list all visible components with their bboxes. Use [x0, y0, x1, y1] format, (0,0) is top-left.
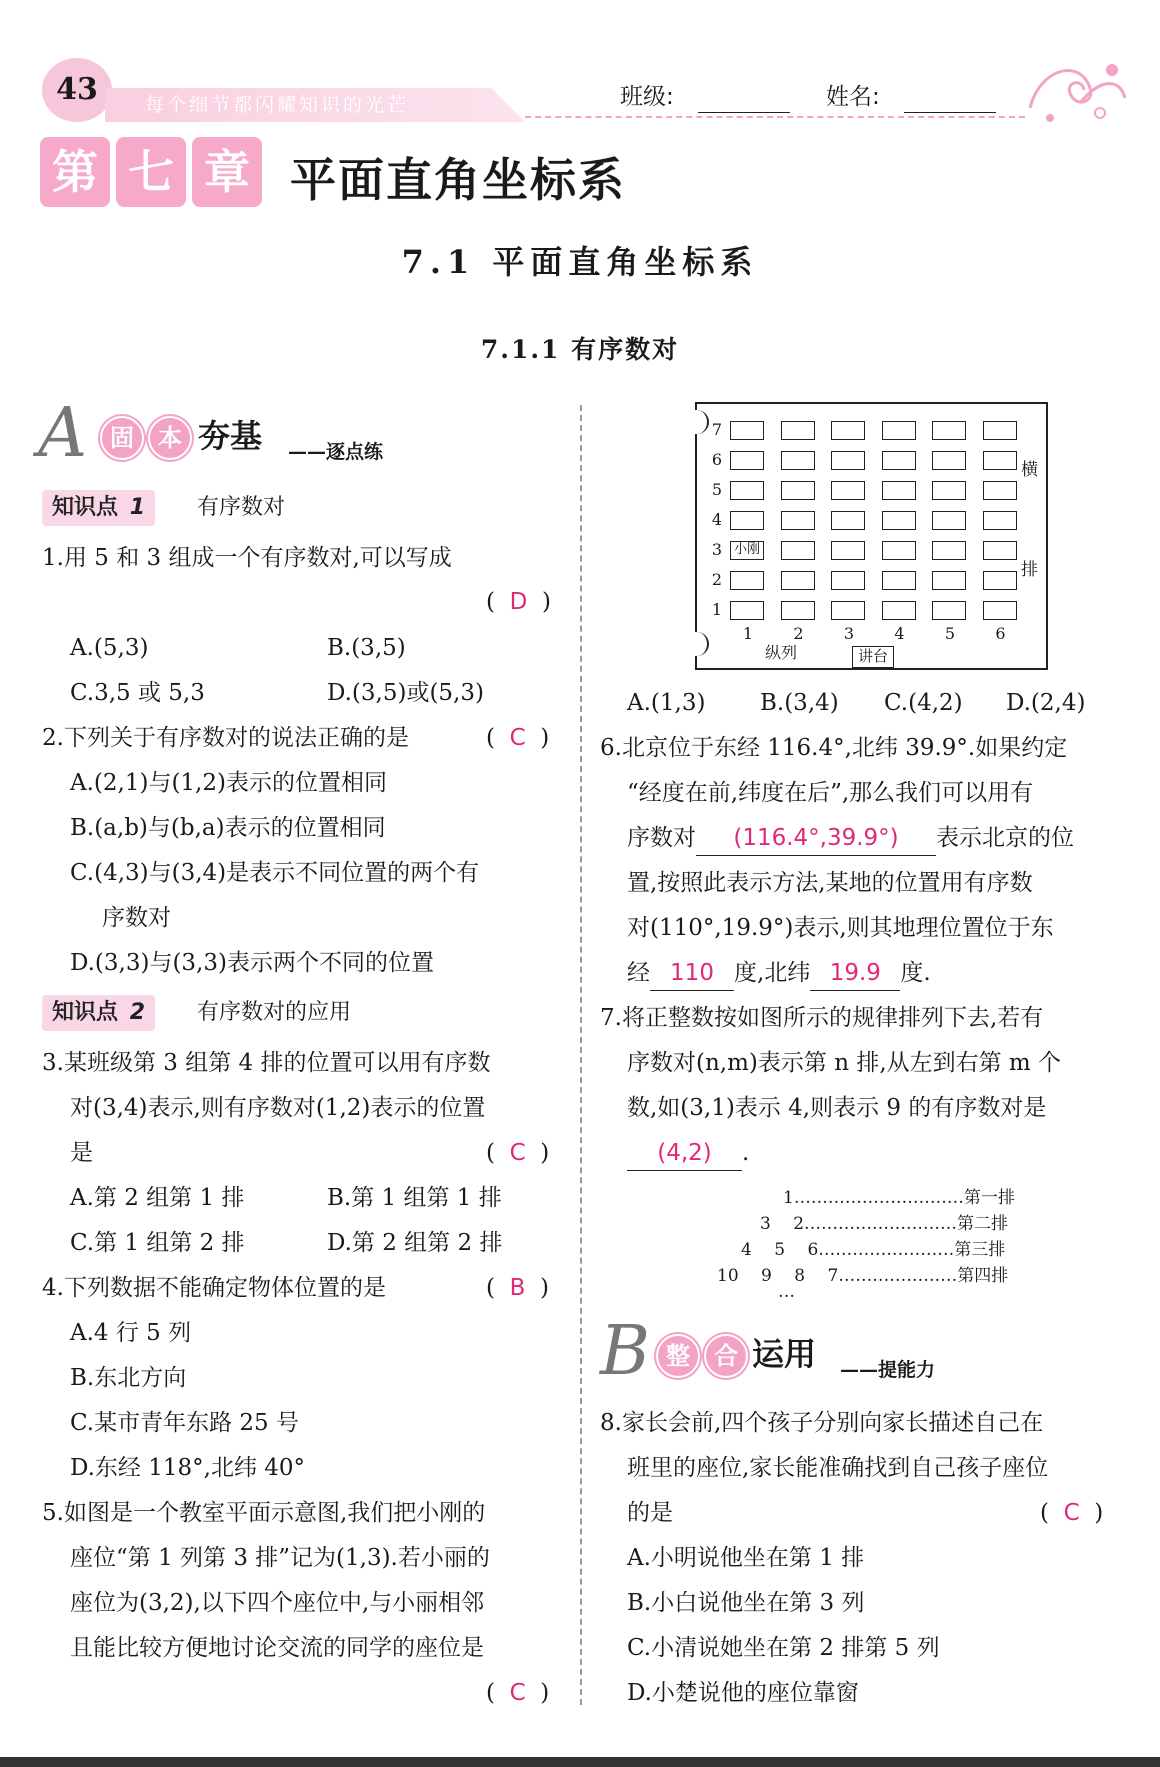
seat	[882, 541, 916, 560]
q8-option: D.小楚说他的座位靠窗	[627, 1680, 859, 1706]
seat	[882, 571, 916, 590]
q6-line: 对(110°,19.9°)表示,则其地理位置位于东	[627, 915, 1054, 941]
chapter-label-char: 章	[192, 137, 262, 207]
seat	[932, 451, 966, 470]
q6-line	[627, 816, 1074, 861]
q5-option: A.(1,3)	[627, 690, 706, 716]
row-number: 7	[711, 420, 723, 439]
seat	[831, 481, 865, 500]
seat	[882, 451, 916, 470]
q3-stem: 是	[70, 1140, 93, 1166]
seat	[983, 541, 1017, 560]
q6-line	[627, 951, 931, 996]
row-number: 3	[711, 540, 723, 559]
part-a-circle: 固	[100, 416, 144, 460]
seat	[730, 451, 764, 470]
q1-option: D.(3,5)或(5,3)	[327, 680, 484, 706]
class-field[interactable]	[698, 112, 790, 113]
seat	[932, 571, 966, 590]
side-label-pai: 排	[1021, 560, 1038, 580]
paren: )	[540, 1275, 549, 1301]
seat	[831, 601, 865, 620]
q2-option: A.(2,1)与(1,2)表示的位置相同	[70, 770, 387, 796]
seat	[781, 601, 815, 620]
paren: )	[1094, 1500, 1104, 1526]
q8-answer-bracket	[1040, 1491, 1103, 1536]
q7-text: .	[742, 1140, 750, 1166]
name-field[interactable]	[904, 112, 996, 113]
col-number: 5	[944, 624, 956, 643]
q3-answer-bracket	[486, 1131, 549, 1176]
q1-answer-bracket	[486, 580, 551, 625]
row-number: 4	[711, 510, 723, 529]
triangle-dots: …	[778, 1282, 795, 1302]
seat	[831, 571, 865, 590]
q3-option: C.第 1 组第 2 排	[70, 1230, 245, 1256]
part-b-heading	[600, 1312, 1020, 1391]
seat	[781, 481, 815, 500]
triangle-row-3: 4 5 6……………………第三排	[741, 1240, 1006, 1260]
q4-option: D.东经 118°,北纬 40°	[70, 1455, 306, 1481]
q5-answer-bracket	[486, 1671, 549, 1716]
part-a-subtitle: ——逐点练	[288, 441, 384, 463]
triangle-row-2: 3 2………………………第二排	[760, 1214, 1009, 1234]
q5-option: C.(4,2)	[884, 690, 963, 716]
kp-label: 知识点	[52, 1000, 119, 1025]
q1-option: A.(5,3)	[70, 635, 149, 661]
seat	[781, 421, 815, 440]
chapter-title: 平面直角坐标系	[290, 153, 626, 207]
paren: (	[486, 1275, 495, 1301]
kp-label: 知识点	[52, 495, 119, 520]
q2-answer-bracket	[486, 716, 549, 761]
seat	[983, 571, 1017, 590]
q6-line: 置,按照此表示方法,某地的位置用有序数	[627, 870, 1033, 896]
paren: (	[486, 589, 495, 615]
q8-stem: 的是	[627, 1500, 673, 1526]
q6-text: 序数对	[627, 825, 696, 851]
part-b-letter: B	[600, 1312, 650, 1391]
section-title: 7.1 平面直角坐标系	[401, 243, 759, 281]
seat	[882, 481, 916, 500]
seat	[831, 421, 865, 440]
kp-number: 1	[129, 495, 145, 520]
q6-text: 经	[627, 960, 650, 986]
part-a-heading	[38, 394, 438, 473]
page-header	[0, 40, 1160, 130]
seat	[882, 601, 916, 620]
chapter-label-char: 第	[40, 137, 110, 207]
q7-blank: (4,2)	[627, 1136, 742, 1171]
part-b-title: 运用	[752, 1335, 817, 1373]
row-number: 6	[711, 450, 723, 469]
part-a-title: 夯基	[198, 417, 263, 455]
col-number: 3	[843, 624, 855, 643]
q6-text: 度,北纬	[734, 960, 811, 986]
seat	[983, 481, 1017, 500]
q3-answer: C	[509, 1140, 526, 1166]
seat	[983, 601, 1017, 620]
seat	[781, 451, 815, 470]
seat	[882, 511, 916, 530]
q2-option-cont: 序数对	[102, 905, 171, 931]
q1-answer: D	[509, 589, 528, 615]
paren: )	[540, 1140, 550, 1166]
q5-option: B.(3,4)	[760, 690, 839, 716]
q2-answer: C	[509, 725, 526, 751]
q1-option: C.3,5 或 5,3	[70, 680, 205, 706]
q5-stem: 座位为(3,2),以下四个座位中,与小丽相邻	[70, 1590, 485, 1616]
q6-text: 度.	[900, 960, 931, 986]
chapter-label-char: 七	[116, 137, 186, 207]
part-b-subtitle: ——提能力	[840, 1359, 936, 1381]
triangle-row-1: 1…………………………第一排	[783, 1188, 1015, 1208]
page-number: 43	[56, 72, 98, 107]
q6-line: “经度在前,纬度在后”,那么我们可以用有	[627, 780, 1034, 806]
q7-line: 数,如(3,1)表示 4,则表示 9 的有序数对是	[627, 1095, 1047, 1121]
seat	[932, 421, 966, 440]
column-divider	[580, 405, 582, 1705]
q6-blank-longitude: 110	[650, 956, 734, 991]
seat	[882, 421, 916, 440]
paren: (	[486, 1680, 495, 1706]
slogan: 每个细节都闪耀知识的光芒	[145, 94, 410, 116]
q6-line: 6.北京位于东经 116.4°,北纬 39.9°.如果约定	[600, 735, 1068, 761]
part-b-circle: 整	[656, 1334, 700, 1378]
seat	[781, 541, 815, 560]
q4-answer-bracket	[486, 1266, 549, 1311]
header-dashes	[525, 116, 1025, 118]
seat	[932, 541, 966, 560]
classroom-diagram	[695, 402, 1050, 672]
q5-stem: 5.如图是一个教室平面示意图,我们把小刚的	[42, 1500, 486, 1526]
paren: )	[540, 725, 550, 751]
paren: )	[541, 589, 551, 615]
q3-option: A.第 2 组第 1 排	[70, 1185, 245, 1211]
q1-stem: 1.用 5 和 3 组成一个有序数对,可以写成	[42, 545, 452, 571]
q8-option: C.小清说她坐在第 2 排第 5 列	[627, 1635, 940, 1661]
paren: (	[1040, 1500, 1049, 1526]
q8-option: B.小白说他坐在第 3 列	[627, 1590, 865, 1616]
seat	[730, 601, 764, 620]
subsection-title: 7.1.1 有序数对	[480, 335, 680, 364]
row-number: 5	[711, 480, 723, 499]
q4-option: A.4 行 5 列	[70, 1320, 192, 1346]
class-label: 班级:	[620, 84, 674, 110]
q5-stem: 且能比较方便地讨论交流的同学的座位是	[70, 1635, 484, 1661]
knowledge-point-2	[42, 995, 155, 1031]
q7-line: 序数对(n,m)表示第 n 排,从左到右第 m 个	[627, 1050, 1062, 1076]
part-b-circle: 合	[704, 1334, 748, 1378]
q6-blank-coordinate: (116.4°,39.9°)	[696, 821, 936, 856]
q3-option: D.第 2 组第 2 排	[327, 1230, 503, 1256]
side-label-heng: 横	[1021, 460, 1038, 480]
seat	[730, 481, 764, 500]
seat	[983, 451, 1017, 470]
q5-option: D.(2,4)	[1006, 690, 1086, 716]
col-number: 1	[742, 624, 754, 643]
paren: (	[486, 1140, 495, 1166]
col-label: 纵列	[765, 643, 798, 662]
q5-stem: 座位“第 1 列第 3 排”记为(1,3).若小丽的	[70, 1545, 490, 1571]
seat-xiaogang-label: 小刚	[733, 542, 760, 557]
floral-ornament-icon	[1020, 48, 1130, 128]
name-label: 姓名:	[826, 84, 880, 110]
q4-option: C.某市青年东路 25 号	[70, 1410, 299, 1436]
q6-blank-latitude: 19.9	[810, 956, 900, 991]
col-number: 6	[995, 624, 1006, 643]
q2-option: B.(a,b)与(b,a)表示的位置相同	[70, 815, 386, 841]
q3-option: B.第 1 组第 1 排	[327, 1185, 502, 1211]
podium: 讲台	[852, 646, 894, 668]
seat	[781, 511, 815, 530]
kp-number: 2	[129, 1000, 145, 1025]
kp-title: 有序数对的应用	[197, 1000, 352, 1025]
q2-option: D.(3,3)与(3,3)表示两个不同的位置	[70, 950, 434, 976]
q1-option: B.(3,5)	[327, 635, 406, 661]
page-number-badge	[42, 58, 112, 122]
col-number: 2	[793, 624, 804, 643]
q4-answer: B	[509, 1275, 526, 1301]
q2-option: C.(4,3)与(3,4)是表示不同位置的两个有	[70, 860, 480, 886]
seat	[730, 421, 764, 440]
q8-stem: 8.家长会前,四个孩子分别向家长描述自己在	[600, 1410, 1044, 1436]
seat	[932, 601, 966, 620]
q7-line: 7.将正整数按如图所示的规律排列下去,若有	[600, 1005, 1044, 1031]
paren: (	[486, 725, 495, 751]
seat	[983, 421, 1017, 440]
seat	[831, 541, 865, 560]
seat	[730, 511, 764, 530]
seat	[730, 541, 764, 560]
seat	[932, 481, 966, 500]
q8-stem: 班里的座位,家长能准确找到自己孩子座位	[627, 1455, 1049, 1481]
seat	[781, 571, 815, 590]
q4-stem: 4.下列数据不能确定物体位置的是	[42, 1275, 386, 1301]
kp-title: 有序数对	[197, 495, 286, 520]
row-number: 2	[711, 570, 723, 589]
q7-line	[627, 1131, 749, 1176]
knowledge-point-1	[42, 490, 155, 526]
q8-option: A.小明说他坐在第 1 排	[627, 1545, 865, 1571]
q2-stem: 2.下列关于有序数对的说法正确的是	[42, 725, 409, 751]
q5-answer: C	[509, 1680, 526, 1706]
q8-answer: C	[1063, 1500, 1080, 1526]
q3-stem: 对(3,4)表示,则有序数对(1,2)表示的位置	[70, 1095, 486, 1121]
seat	[831, 511, 865, 530]
seat	[831, 451, 865, 470]
seat	[983, 511, 1017, 530]
seat	[932, 511, 966, 530]
seat	[730, 571, 764, 590]
row-number: 1	[711, 600, 723, 619]
q3-stem: 3.某班级第 3 组第 4 排的位置可以用有序数	[42, 1050, 491, 1076]
q4-option: B.东北方向	[70, 1365, 187, 1391]
part-a-letter: A	[38, 394, 88, 473]
q6-text: 表示北京的位	[936, 825, 1074, 851]
triangle-row-4: 10 9 8 7…………………第四排	[717, 1266, 1009, 1286]
bottom-bar	[0, 1757, 1160, 1767]
paren: )	[540, 1680, 550, 1706]
col-number: 4	[894, 624, 905, 643]
part-a-circle: 本	[148, 416, 192, 460]
